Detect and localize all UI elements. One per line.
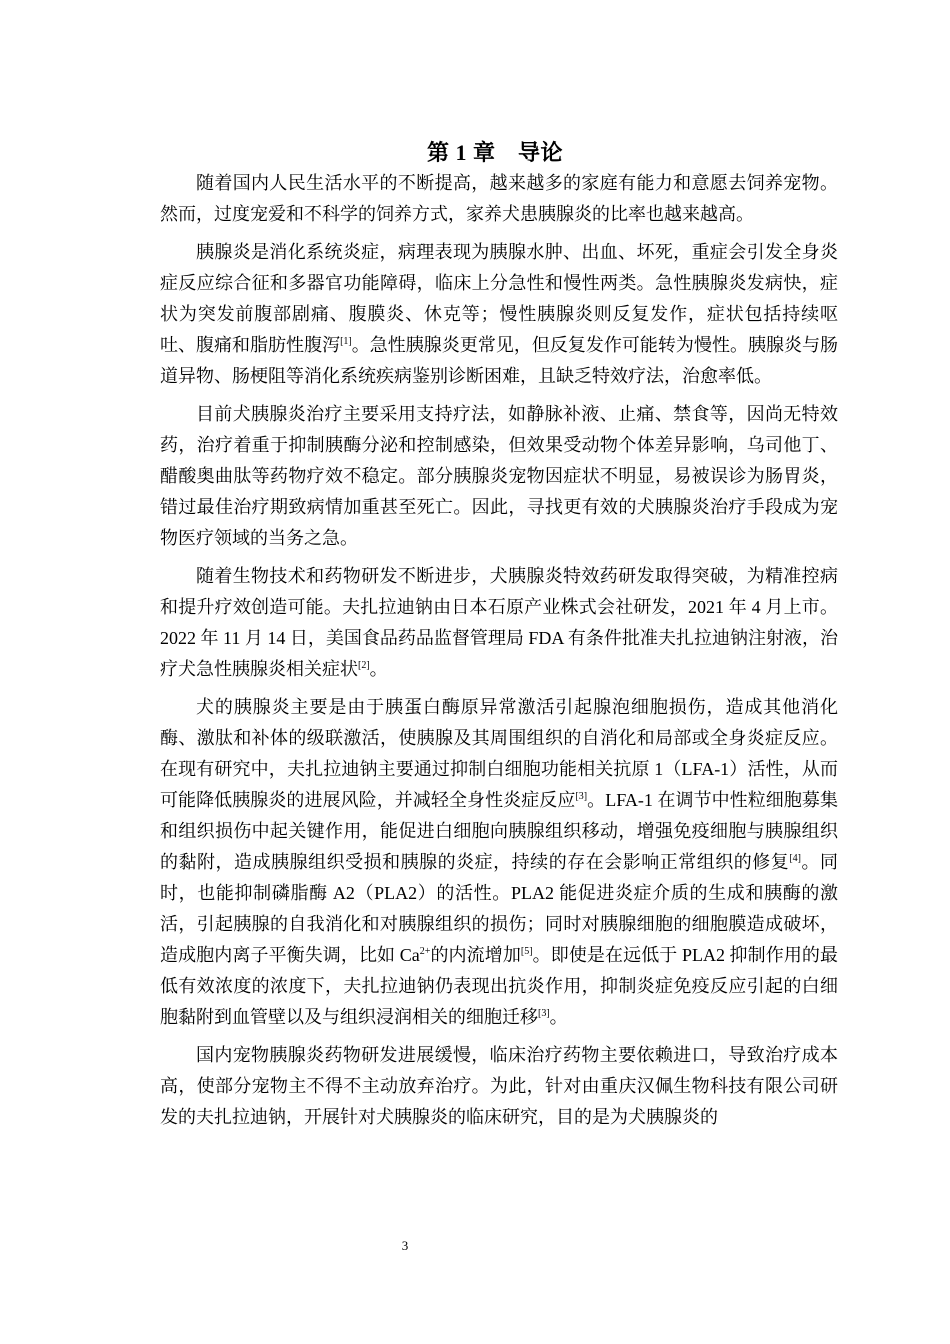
citation-2: [2] xyxy=(358,660,370,671)
citation-5: [5] xyxy=(520,946,533,957)
paragraph-5 xyxy=(160,692,838,1033)
paragraph-6: 国内宠物胰腺炎药物研发进展缓慢，临床治疗药物主要依赖进口，导致治疗成本高，使部分宠物主不得不主动放弃治疗。为此，针对由重庆汉佩生物科技有限公司研发的夫扎拉迪钠，开展针对犬胰腺炎的临床研究，目的是为犬胰腺炎的 xyxy=(160,1045,838,1127)
paragraph-2-text-a: 胰腺炎是消化系统炎症，病理表现为胰腺水肿、出血、坏死，重症会引发全身炎症反应综合征和多器官功能障碍，临床上分急性和慢性两类。急性胰腺炎发病快，症状为突发前腹部剧痛、腹膜炎、休克等；慢性胰腺炎则反复发作，症状包括持续呕吐、腹痛和脂肪性腹泻 xyxy=(160,242,838,355)
paragraph-4-text-a: 随着生物技术和药物研发不断进步，犬胰腺炎特效药研发取得突破，为精准控病和提升疗效创造可能。夫扎拉迪钠由日本石原产业株式会社研发，2021 年 4 月上市。2022 年 11 月 14 日，美国食品药品监督管理局 FDA 有条件批准夫扎拉迪钠注射液，治疗犬急性胰腺炎相关症状 xyxy=(160,566,838,679)
page-number: 3 xyxy=(401,1238,409,1253)
paragraph-5-text-b: 。LFA-1 在调节中性粒细胞募集和组织损伤中起关键作用，能促进白细胞向胰腺组织移动，增强免疫细胞与胰腺组织的黏附，造成胰腺组织受损和胰腺的炎症，持续的存在会影响正常组织的修复 xyxy=(160,790,838,872)
paragraph-4 xyxy=(160,561,838,685)
paragraph-5-text-c: 。同时，也能抑制磷脂酶 A2（PLA2）的活性。PLA2 能促进炎症介质的生成和胰酶的激活，引起胰腺的自我消化和对胰腺组织的损伤；同时对胰腺细胞的细胞膜造成破坏，造成胞内离子平衡失调，比如 Ca xyxy=(160,852,839,965)
citation-1: [1] xyxy=(340,336,352,347)
chapter-title: 第 1 章 导论 xyxy=(426,140,563,165)
citation-3-repeat: [3] xyxy=(538,1008,550,1019)
calcium-ion-charge: 2+ xyxy=(419,946,431,957)
paragraph-5-text-a: 犬的胰腺炎主要是由于胰蛋白酶原异常激活引起腺泡细胞损伤，造成其他消化酶、激肽和补体的级联激活，使胰腺及其周围组织的自消化和局部或全身炎症反应。在现有研究中，夫扎拉迪钠主要通过抑制白细胞功能相关抗原 1（LFA-1）活性，从而可能降低胰腺炎的进展风险，并减轻全身性炎症反应 xyxy=(160,697,838,810)
paragraph-2 xyxy=(160,237,838,392)
paragraph-4-text-b: 。 xyxy=(369,659,388,679)
citation-3: [3] xyxy=(575,791,588,802)
paragraph-2-text-b: 。急性胰腺炎更常见，但反复发作可能转为慢性。胰腺炎与肠道异物、肠梗阻等消化系统疾病鉴别诊断困难，且缺乏特效疗法，治愈率低。 xyxy=(160,335,839,386)
paragraph-1: 随着国内人民生活水平的不断提高，越来越多的家庭有能力和意愿去饲养宠物。然而，过度宠爱和不科学的饲养方式，家养犬患胰腺炎的比率也越来越高。 xyxy=(160,173,838,224)
paragraph-5-text-d: 的内流增加 xyxy=(430,945,521,965)
citation-4: [4] xyxy=(789,853,801,864)
body-text xyxy=(160,168,838,1140)
paragraph-5-text-e: 。即使是在远低于 PLA2 抑制作用的最低有效浓度的浓度下，夫扎拉迪钠仍表现出抗炎作用，抑制炎症免疫反应引起的白细胞黏附到血管壁以及与组织浸润相关的细胞迁移 xyxy=(160,945,838,1027)
paragraph-5-text-f: 。 xyxy=(549,1007,568,1027)
paragraph-3: 目前犬胰腺炎治疗主要采用支持疗法，如静脉补液、止痛、禁食等，因尚无特效药，治疗着重于抑制胰酶分泌和控制感染，但效果受动物个体差异影响，乌司他丁、醋酸奥曲肽等药物疗效不稳定。部分胰腺炎宠物因症状不明显，易被误诊为肠胃炎，错过最佳治疗期致病情加重甚至死亡。因此，寻找更有效的犬胰腺炎治疗手段成为宠物医疗领域的当务之急。 xyxy=(160,404,838,548)
